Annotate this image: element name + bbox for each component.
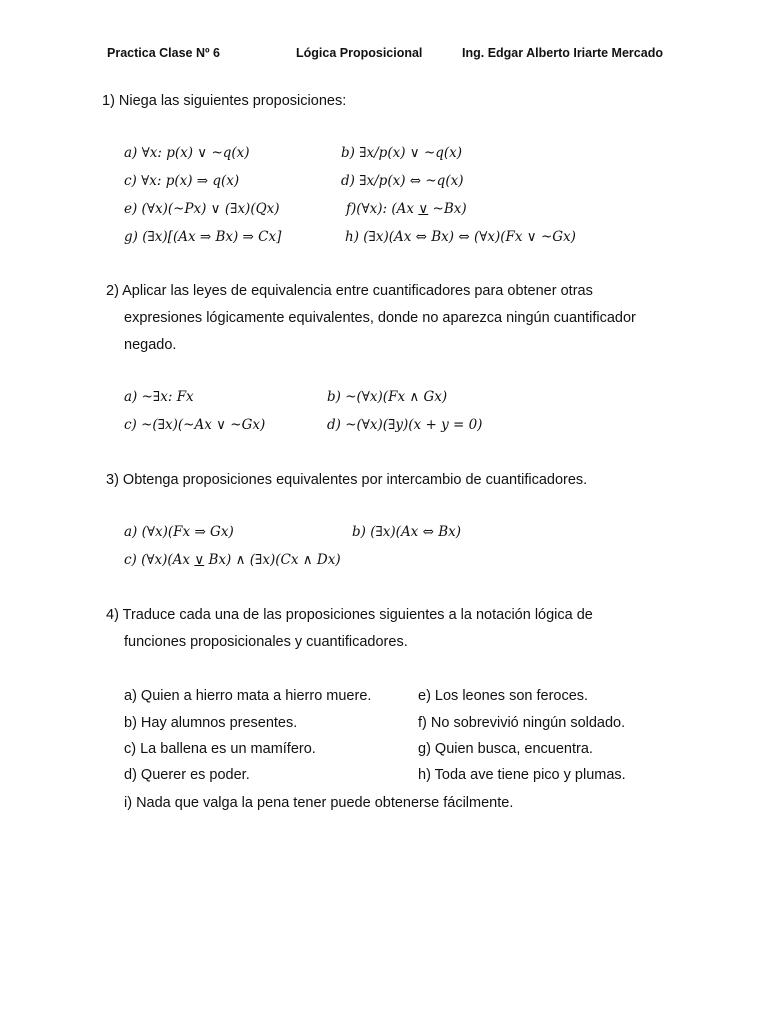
q1-item-e: e) (∀x)(~Px) ∨ (∃x)(Qx) [124, 201, 280, 217]
q2-line-2: expresiones lógicamente equivalentes, donde no aparezca ningún cuantificador [124, 310, 636, 326]
q2-item-b: b) ~(∀x)(Fx ∧ Gx) [327, 389, 448, 405]
q1-title: 1) Niega las siguientes proposiciones: [102, 93, 347, 109]
header-teacher: Ing. Edgar Alberto Iriarte Mercado [462, 46, 663, 60]
q1-item-a: a) ∀x: p(x) ∨ ~q(x) [124, 145, 250, 161]
q4-item-i: i) Nada que valga la pena tener puede obtenerse fácilmente. [124, 795, 514, 811]
q4-item-c: c) La ballena es un mamífero. [124, 741, 316, 757]
q4-line-2: funciones proposicionales y cuantificadores. [124, 634, 408, 650]
q1-item-f-post: ~Bx) [428, 201, 467, 217]
q1-item-f-xor: ∨ [418, 201, 429, 217]
q4-item-d: d) Querer es poder. [124, 767, 250, 783]
q2-line-1: 2) Aplicar las leyes de equivalencia entre cuantificadores para obtener otras [106, 283, 593, 299]
q4-item-b: b) Hay alumnos presentes. [124, 715, 298, 731]
header-course: Practica Clase Nº 6 [107, 46, 220, 60]
q4-item-e: e) Los leones son feroces. [418, 688, 589, 704]
q4-line-1: 4) Traduce cada una de las proposiciones siguientes a la notación lógica de [106, 607, 593, 623]
q2-item-c: c) ~(∃x)(~Ax ∨ ~Gx) [124, 417, 266, 433]
q1-item-f-pre: f)(∀x): (Ax [346, 201, 419, 217]
q3-item-c-xor: ∨ [194, 552, 205, 568]
q4-item-f: f) No sobrevivió ningún soldado. [418, 715, 626, 731]
header-subject: Lógica Proposicional [296, 46, 423, 60]
q2-item-d: d) ~(∀x)(∃y)(x + y = 0) [327, 417, 483, 433]
q1-item-c: c) ∀x: p(x) ⇒ q(x) [124, 173, 240, 189]
q3-item-c [124, 554, 341, 568]
q1-item-h: h) (∃x)(Ax ⇔ Bx) ⇔ (∀x)(Fx ∨ ~Gx) [345, 229, 576, 245]
q4-item-h: h) Toda ave tiene pico y plumas. [418, 767, 626, 783]
q3-item-b: b) (∃x)(Ax ⇔ Bx) [352, 524, 461, 540]
q2-line-3: negado. [124, 337, 177, 353]
q1-item-d: d) ∃x/p(x) ⇔ ~q(x) [341, 173, 464, 189]
q3-item-a: a) (∀x)(Fx ⇒ Gx) [124, 524, 234, 540]
q3-title: 3) Obtenga proposiciones equivalentes por intercambio de cuantificadores. [106, 472, 588, 488]
q1-item-f [346, 203, 467, 217]
q1-item-b: b) ∃x/p(x) ∨ ~q(x) [341, 145, 463, 161]
q4-item-g: g) Quien busca, encuentra. [418, 741, 593, 757]
q3-item-c-pre: c) (∀x)(Ax [124, 552, 195, 568]
q1-item-g: g) (∃x)[(Ax ⇒ Bx) ⇒ Cx] [124, 229, 282, 245]
q3-item-c-post: Bx) ∧ (∃x)(Cx ∧ Dx) [204, 552, 341, 568]
q4-item-a: a) Quien a hierro mata a hierro muere. [124, 688, 372, 704]
q2-item-a: a) ~∃x: Fx [124, 389, 194, 405]
